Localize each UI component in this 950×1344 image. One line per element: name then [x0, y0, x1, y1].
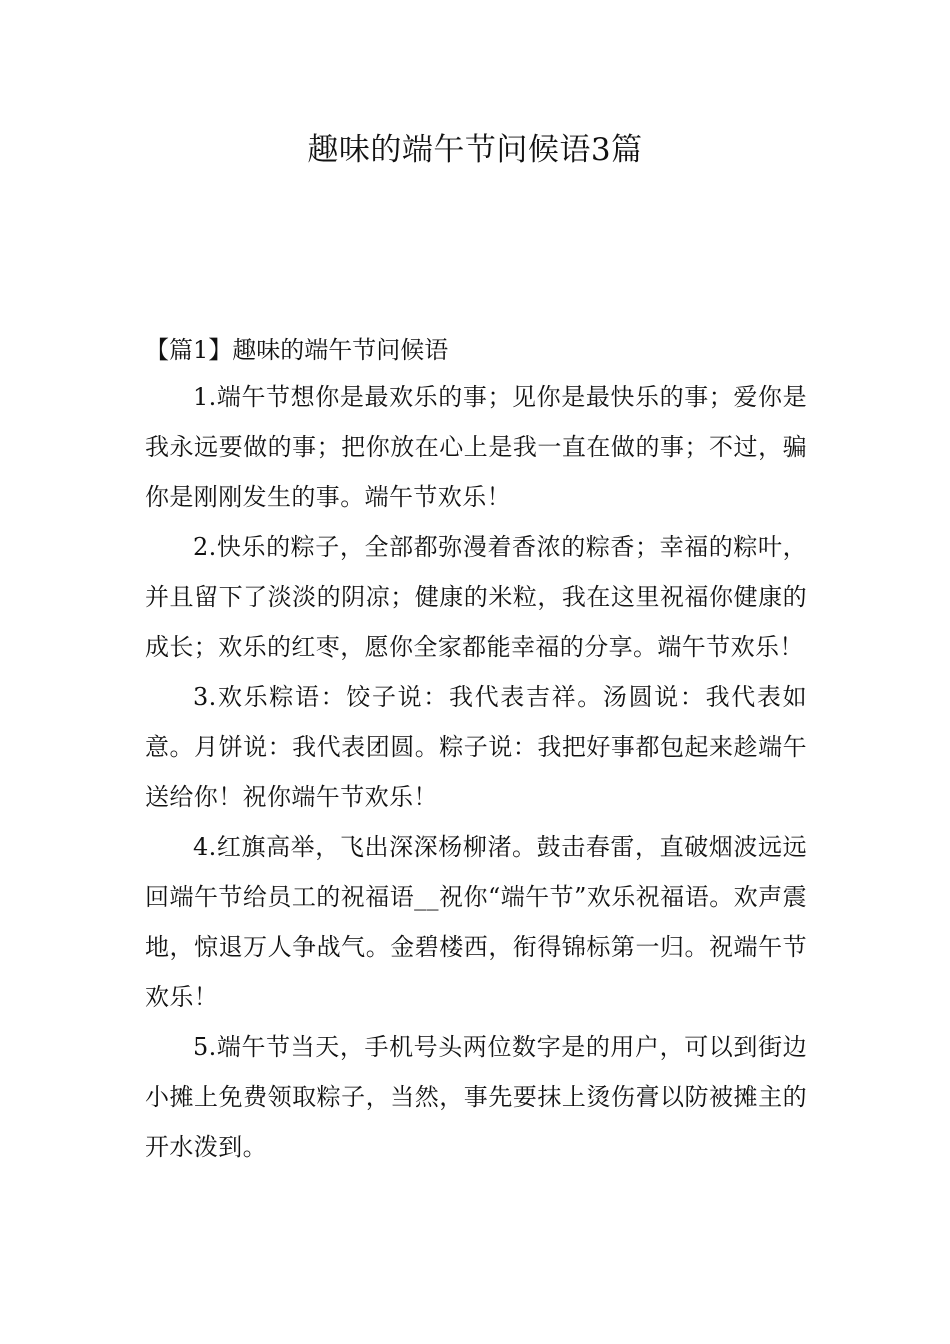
document-body [145, 328, 807, 1172]
document-title: 趣味的端午节问候语3篇 [307, 132, 643, 168]
paragraph-2: 2.快乐的粽子，全部都弥漫着香浓的粽香；幸福的粽叶，并且留下了淡淡的阴凉；健康的米粒，我在这里祝福你健康的成长；欢乐的红枣，愿你全家都能幸福的分享。端午节欢乐！ [145, 533, 807, 661]
section-heading: 【篇1】趣味的端午节问候语 [145, 336, 449, 364]
paragraph-5: 5.端午节当天，手机号头两位数字是的用户，可以到街边小摊上免费领取粽子，当然，事先要抹上烫伤膏以防被摊主的开水泼到。 [145, 1033, 807, 1161]
paragraph-3: 3.欢乐粽语：饺子说：我代表吉祥。汤圆说：我代表如意。月饼说：我代表团圆。粽子说：我把好事都包起来趁端午送给你！祝你端午节欢乐！ [145, 683, 807, 811]
paragraph-1: 1.端午节想你是最欢乐的事；见你是最快乐的事；爱你是我永远要做的事；把你放在心上是我一直在做的事；不过，骗你是刚刚发生的事。端午节欢乐！ [145, 383, 807, 511]
paragraph-4: 4.红旗高举，飞出深深杨柳渚。鼓击春雷，直破烟波远远回端午节给员工的祝福语__祝你“端午节”欢乐祝福语。欢声震地，惊退万人争战气。金碧楼西，衔得锦标第一归。祝端午节欢乐！ [145, 833, 807, 1011]
